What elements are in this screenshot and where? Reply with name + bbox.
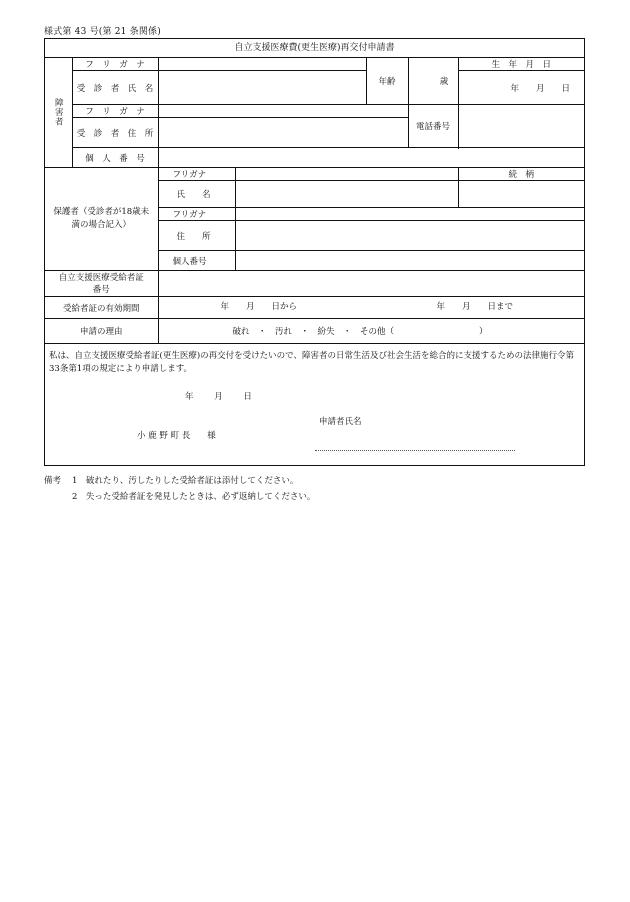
age-label: 年齢 xyxy=(366,58,408,105)
patient-section-label: 障害者 xyxy=(45,58,72,168)
patient-furigana2-label: フ リ ガ ナ xyxy=(72,105,158,118)
validity-label: 受給者証の有効期間 xyxy=(45,297,158,319)
patient-address-label: 受 診 者 住 所 xyxy=(72,118,158,148)
validity-field[interactable] xyxy=(158,297,584,319)
patient-furigana2-field[interactable] xyxy=(158,105,408,118)
phone-label: 電話番号 xyxy=(408,105,458,148)
guardian-name-label: 氏 名 xyxy=(158,181,235,208)
note-item-2: 2 失った受給者証を発見したときは、必ず返納してください。 xyxy=(72,492,316,502)
phone-field[interactable] xyxy=(458,105,584,148)
age-unit: 歳 xyxy=(439,77,449,87)
guardian-id-field[interactable] xyxy=(235,251,584,271)
patient-address-field[interactable] xyxy=(158,118,408,148)
guardian-furigana-field[interactable] xyxy=(235,168,458,181)
guardian-furigana2-label: フリガナ xyxy=(158,208,235,221)
note-item-1: 1 破れたり、汚したりした受給者証は添付してください。 xyxy=(72,476,299,486)
patient-furigana-field[interactable] xyxy=(158,58,366,71)
reason-label: 申請の理由 xyxy=(45,319,158,344)
patient-furigana-label: フ リ ガ ナ xyxy=(72,58,158,71)
form-table xyxy=(45,57,584,344)
form-number: 様式第 43 号(第 21 条関係) xyxy=(44,27,161,37)
relation-field[interactable] xyxy=(458,181,584,208)
guardian-address-field[interactable] xyxy=(235,221,584,251)
applicant-name-label: 申請者氏名 xyxy=(319,417,362,427)
note-row xyxy=(44,473,315,489)
notes-header: 備考 xyxy=(44,476,62,486)
patient-id-label: 個 人 番 号 xyxy=(72,148,158,168)
guardian-name-field[interactable] xyxy=(235,181,458,208)
applicant-signature-line[interactable] xyxy=(315,449,515,451)
guardian-id-label: 個人番号 xyxy=(158,251,235,271)
statement-text: 私は、自立支援医療受給者証(更生医療)の再交付を受けたいので、障害者の日常生活及び社会生活を総合的に支援するための法律施行令第33条第1項の規定により申請します。 xyxy=(49,351,574,374)
guardian-furigana2-field[interactable] xyxy=(235,208,584,221)
patient-name-field[interactable] xyxy=(158,71,366,105)
patient-id-field[interactable] xyxy=(158,148,584,168)
reason-field[interactable] xyxy=(158,319,584,344)
age-field[interactable] xyxy=(408,58,458,105)
birth-date-field[interactable]: 年 月 日 xyxy=(458,71,584,105)
validity-to: 年 月 日まで xyxy=(436,302,514,312)
statement-block xyxy=(45,346,584,465)
statement-date[interactable]: 年 月 日 xyxy=(185,392,252,402)
guardian-address-label: 住 所 xyxy=(158,221,235,251)
notes xyxy=(44,473,315,505)
application-form xyxy=(44,38,585,466)
reason-options: 破れ ・ 汚れ ・ 紛失 ・ その他（ ） xyxy=(232,327,488,337)
mayor-addressee: 小 鹿 野 町 長 様 xyxy=(137,431,216,441)
patient-name-label: 受 診 者 氏 名 xyxy=(72,71,158,105)
cert-number-field[interactable] xyxy=(158,271,584,297)
guardian-section-label: 保護者（受診者が18歳未満の場合記入） xyxy=(45,168,158,271)
relation-label: 続 柄 xyxy=(458,168,584,181)
validity-from: 年 月 日から xyxy=(220,302,298,312)
birth-date-header: 生 年 月 日 xyxy=(458,58,584,71)
form-title: 自立支援医療費(更生医療)再交付申請書 xyxy=(45,39,584,58)
cert-number-label: 自立支援医療受給者証番号 xyxy=(45,271,158,297)
note-row xyxy=(44,489,315,505)
guardian-furigana-label: フリガナ xyxy=(158,168,235,181)
